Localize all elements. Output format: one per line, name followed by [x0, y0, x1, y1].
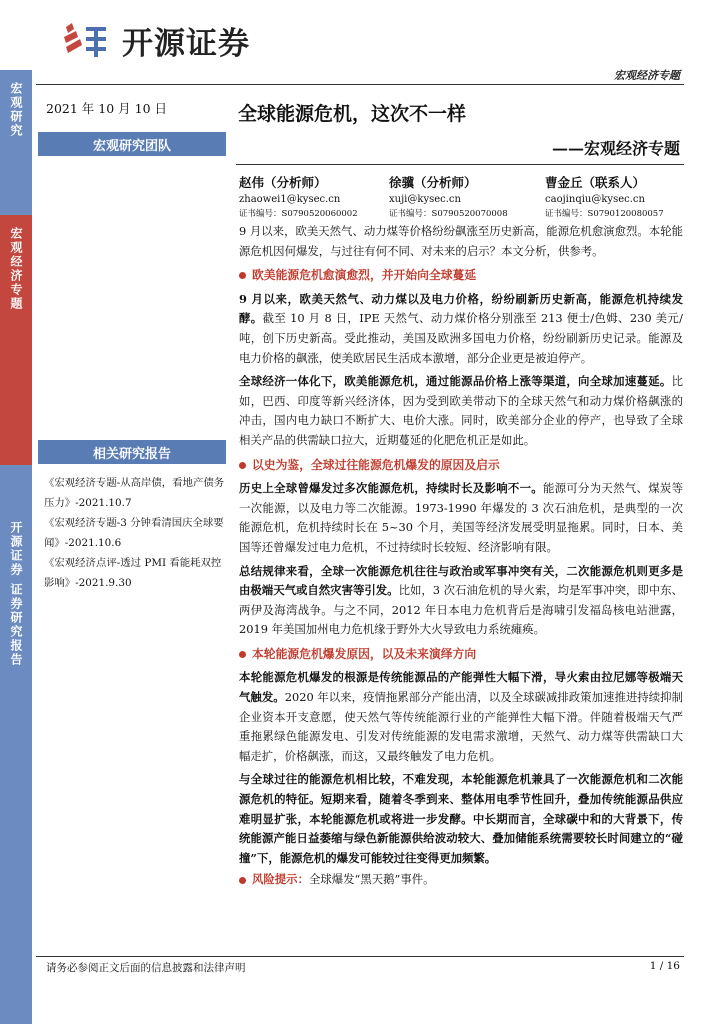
report-subtitle: ——宏观经济专题	[551, 139, 680, 158]
intro-paragraph: 9 月以来，欧美天然气、动力煤等价格纷纷飙涨至历史新高，能源危机愈演愈烈。本轮能源危机因何爆发，与过往有何不同、对未来的启示？本文分析，供参考。	[239, 224, 683, 258]
bullet-dot-icon	[239, 651, 246, 658]
bullet-dot-icon	[239, 462, 246, 469]
related-reports-list	[44, 473, 230, 593]
section-heading-text: 本轮能源危机爆发原因，以及未来演绎方向	[252, 646, 477, 661]
paragraph-text: 能源可分为天然气、煤炭等一次能源，以及电力等二次能源。1973-1990 年爆发的 3 次石油危机，是典型的一次能源危机，危机持续时长在 5~30 个月，美国等经济发展受明显拖累。同时，日本、美国等还曾爆发过电力危机，不过持续时长较短、经济影响有限。	[239, 481, 683, 554]
analyst-email: zhaowei1@kysec.cn	[239, 194, 341, 206]
analyst-cert: 证书编号：S0790520060002	[239, 208, 358, 219]
body-paragraph	[239, 562, 683, 640]
report-body	[239, 222, 683, 890]
page-number: 1 / 16	[649, 960, 680, 972]
analyst-block	[545, 173, 664, 221]
body-paragraph	[239, 372, 683, 450]
report-type-tag: 宏观经济专题	[614, 69, 680, 82]
analyst-cert: 证书编号：S0790520070008	[389, 208, 508, 219]
related-report-link[interactable]: 《宏观经济专题-从高岸债，看地产债务压力》-2021.10.7	[44, 477, 225, 509]
bullet-dot-icon	[239, 272, 246, 279]
report-date: 2021 年 10 月 10 日	[46, 101, 167, 116]
side-section-macro	[0, 70, 32, 215]
footer-divider	[36, 956, 684, 957]
section-heading-text: 以史为鉴，全球过往能源危机爆发的原因及启示	[252, 457, 500, 472]
analyst-cert: 证书编号：S0790120080057	[545, 208, 664, 219]
logo-text: 开源证券	[122, 26, 250, 62]
logo-mark-icon	[62, 21, 114, 61]
related-reports-title: 相关研究报告	[92, 446, 171, 462]
analyst-block	[239, 173, 358, 221]
section-heading	[239, 266, 683, 286]
body-paragraph	[239, 770, 683, 868]
paragraph-text: 比如，3 次石油危机的导火索，均是军事冲突，即中东、两伊及海湾战争。与之不同，2012 年日本电力危机背后是海啸引发福岛核电站泄露，2019 年美国加州电力危机缘于野外大火导致电力系统瘫痪。	[239, 583, 683, 637]
analyst-email: caojinqiu@kysec.cn	[545, 194, 645, 206]
paragraph-text: 截至 10 月 8 日，IPE 天然气、动力煤价格分别涨至 213 便士/色姆、230 美元/吨，创下历史新高。受此推动，美国及欧洲多国电力价格，纷纷刷新历史记录。能源及电力价格的飙涨，使美欧居民生活成本激增，部分企业更是被迫停产。	[239, 311, 683, 365]
title-divider	[236, 164, 684, 165]
risk-note	[239, 870, 683, 890]
paragraph-lead: 与全球过往的能源危机相比较，不难发现，本轮能源危机兼具了一次能源危机和二次能源危机的特征。短期来看，随着冬季到来、整体用电季节性回升，叠加传统能源品供应难明显扩张，本轮能源危机或将进一步发酵。中长期而言，全球碳中和的大背景下，传统能源产能日益萎缩与绿色新能源供给波动较大、叠加储能系统需要较长时间建立的“碰撞”下，能源危机的爆发可能较过往变得更加频繁。	[239, 772, 683, 865]
team-label: 宏观研究团队	[92, 138, 171, 154]
paragraph-lead: 全球经济一体化下，欧美能源危机，通过能源品价格上涨等渠道，向全球加速蔓延。	[239, 374, 672, 389]
side-section-topic-label: 宏观经济专题	[9, 227, 23, 311]
related-report-link[interactable]: 《宏观经济点评-透过 PMI 看能耗双控影响》-2021.9.30	[44, 557, 222, 589]
paragraph-lead: 9 月以来，欧美天然气、动力煤以及电力价格，纷纷刷新历史新高，能源危机持续发酵。	[239, 291, 683, 326]
section-heading	[239, 645, 683, 665]
paragraph-text: 比如，巴西、印度等新兴经济体，因为受到欧美带动下的全球天然气和动力煤价格飙涨的冲击，国内电力缺口不断扩大、电价大涨。同时，欧美部分企业的停产，也导致了全球相关产品的供需缺口拉大，近期蔓延的化肥危机正是如此。	[239, 374, 683, 447]
analyst-name: 曹金丘（联系人）	[545, 175, 646, 190]
header-divider	[36, 84, 684, 85]
body-paragraph	[239, 668, 683, 766]
analyst-email: xuji@kysec.cn	[389, 194, 461, 206]
paragraph-text: 2020 年以来，疫情拖累部分产能出清，以及全球碳减排政策加速推进持续抑制企业资本开支意愿，使天然气等传统能源行业的产能弹性大幅下滑。伴随着极端天气严重拖累绿色能源发电、引发对传统能源的发电需求激增，天然气、动力煤等供需缺口大幅走扩，价格飙涨，而这，又最终触发了电力危机。	[239, 690, 683, 763]
report-title: 全球能源危机，这次不一样	[238, 103, 467, 125]
paragraph-lead: 历史上全球曾爆发过多次能源危机，持续时长及影响不一。	[239, 481, 543, 496]
analyst-block	[389, 173, 508, 221]
side-section-brand-label: 开源证券 证券研究报告	[9, 521, 23, 668]
section-heading	[239, 456, 683, 476]
team-label-bar	[38, 132, 226, 156]
body-paragraph	[239, 290, 683, 368]
paragraph-lead: 本轮能源危机爆发的根源是传统能源品的产能弹性大幅下滑，导火索由拉尼娜等极端天气触发。	[239, 670, 683, 705]
section-heading-text: 欧美能源危机愈演愈烈，并开始向全球蔓延	[252, 268, 477, 283]
analyst-name: 赵伟（分析师）	[239, 175, 327, 190]
analyst-name: 徐骥（分析师）	[389, 175, 477, 190]
bullet-dot-icon	[239, 877, 246, 884]
company-logo	[62, 18, 250, 63]
risk-text: 全球爆发“黑天鹅”事件。	[308, 872, 435, 887]
footer-disclaimer: 请务必参阅正文后面的信息披露和法律声明	[46, 962, 246, 974]
side-strip	[0, 0, 32, 1024]
side-section-brand	[0, 465, 32, 1024]
risk-label: 风险提示：	[252, 872, 309, 887]
side-section-topic	[0, 215, 32, 465]
side-section-macro-label: 宏观研究	[9, 82, 23, 138]
related-report-link[interactable]: 《宏观经济专题-3 分钟看清国庆全球要闻》-2021.10.6	[44, 517, 224, 549]
paragraph-lead: 总结规律来看，全球一次能源危机往往与政治或军事冲突有关，二次能源危机则更多是由极端天气或自然灾害等引发。	[239, 563, 683, 598]
related-reports-bar	[38, 440, 226, 464]
body-paragraph	[239, 479, 683, 557]
